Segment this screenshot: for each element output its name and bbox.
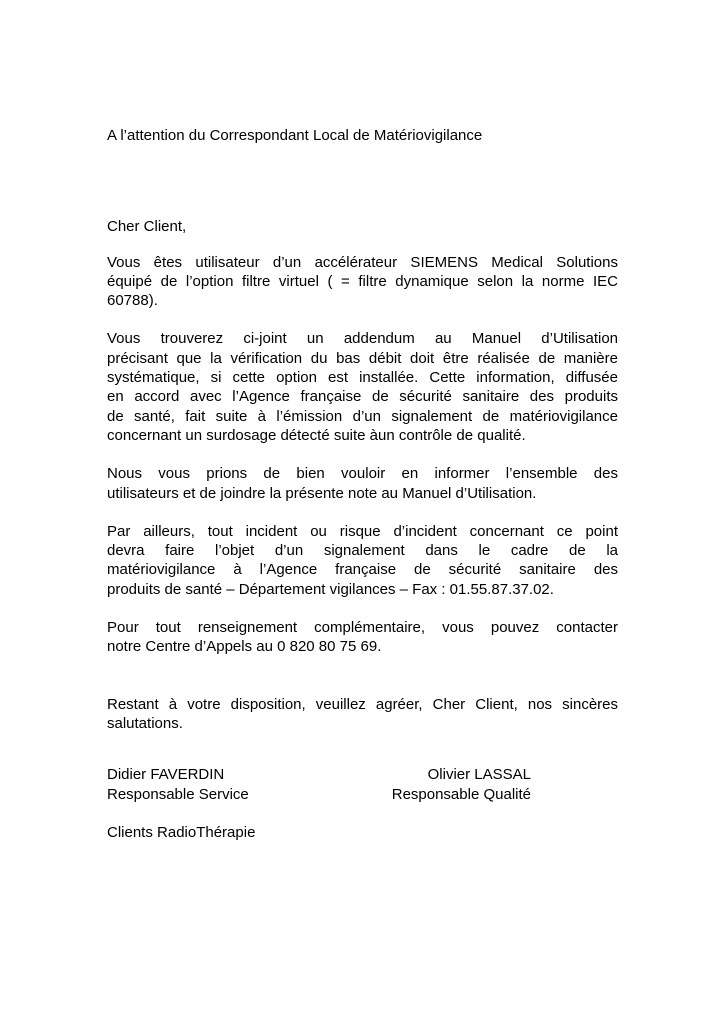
paragraph-line: devra faire l’objet d’un signalement dans le cadre de la [107,542,618,560]
paragraph-line: utilisateurs et de joindre la présente note au Manuel d’Utilisation. [107,484,537,502]
paragraph-line: équipé de l’option filtre virtuel ( = filtre dynamique selon la norme IEC [107,272,618,290]
signature-names-row [107,765,531,784]
paragraph-line: Vous êtes utilisateur d’un accélérateur SIEMENS Medical Solutions [107,253,618,271]
signatory-name-left: Didier FAVERDIN [107,766,225,784]
paragraph-line: produits de santé – Département vigilances – Fax : 01.55.87.37.02. [107,580,554,598]
paragraph-line: Vous trouverez ci-joint un addendum au Manuel d’Utilisation [107,330,618,348]
signatory-title-left: Responsable Service [107,785,249,803]
paragraph-line: systématique, si cette option est installée. Cette information, diffusée [107,369,618,387]
paragraph [107,329,618,445]
paragraph-line: Pour tout renseignement complémentaire, vous pouvez contacter [107,619,618,637]
paragraph-line: 60788). [107,292,158,310]
paragraph-line: Par ailleurs, tout incident ou risque d’incident concernant ce point [107,522,618,540]
paragraph [107,695,618,734]
paragraph-line: Nous vous prions de bien vouloir en informer l’ensemble des [107,465,618,483]
paragraph-line: Restant à votre disposition, veuillez agréer, Cher Client, nos sincères [107,695,618,713]
paragraph-line: précisant que la vérification du bas débit doit être réalisée de manière [107,349,618,367]
paragraph [107,522,618,599]
paragraph [107,618,618,657]
paragraph-line: concernant un surdosage détecté suite àun contrôle de qualité. [107,426,526,444]
signatory-title-right: Responsable Qualité [391,785,531,803]
paragraph-line: de santé, fait suite à l’émission d’un signalement de matériovigilance [107,407,618,425]
letter-content [107,0,618,842]
signature-block [107,765,618,842]
paragraph-line: salutations. [107,714,183,732]
recipient-line: A l’attention du Correspondant Local de Matériovigilance [107,127,483,144]
paragraph [107,464,618,503]
paragraph-line: matériovigilance à l’Agence française de sécurité sanitaire des [107,561,618,579]
salutation: Cher Client, [107,218,187,236]
signature-titles-row [107,785,531,804]
signatory-name-right: Olivier LASSAL [427,766,531,784]
paragraph [107,253,618,311]
signatory-department: Clients RadioThérapie [107,823,256,841]
paragraph-line: en accord avec l’Agence française de sécurité sanitaire des produits [107,388,618,406]
paragraph-line: notre Centre d’Appels au 0 820 80 75 69. [107,638,382,656]
letter-body [107,253,618,734]
